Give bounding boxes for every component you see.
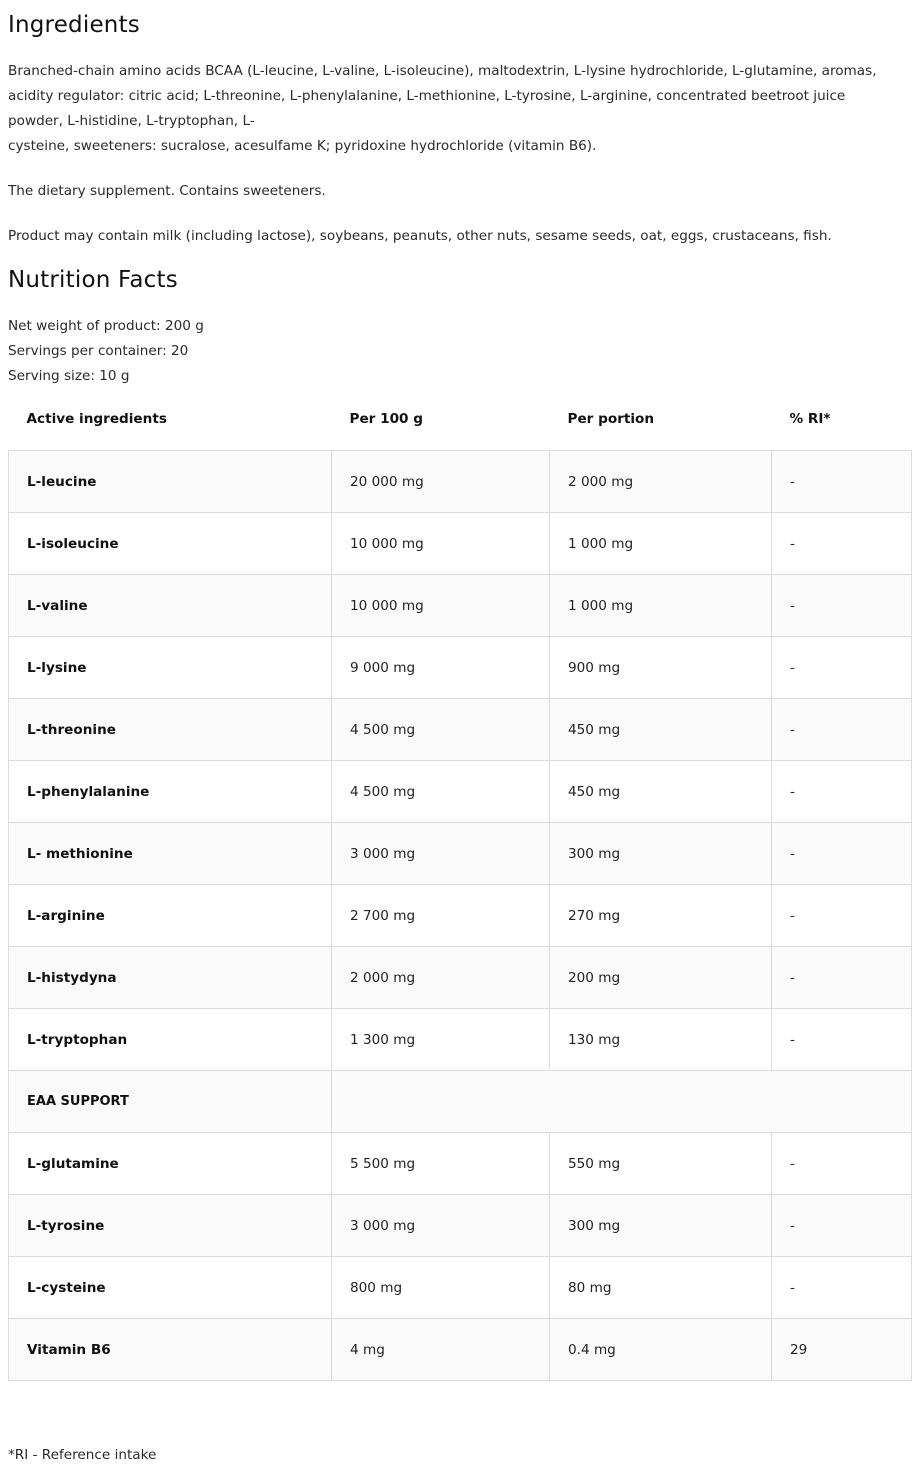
nutrition-heading: Nutrition Facts: [8, 267, 178, 293]
table-row: [9, 823, 912, 885]
table-section-row: [9, 1071, 912, 1133]
per-100g-value: 2 000 mg: [332, 947, 550, 1009]
per-100g-value: 1 300 mg: [332, 1009, 550, 1071]
per-portion-value: 200 mg: [550, 947, 772, 1009]
per-portion-value: 1 000 mg: [550, 513, 772, 575]
per-portion-value: 450 mg: [550, 699, 772, 761]
ri-value: -: [772, 451, 912, 513]
servings-per-container: Servings per container: 20: [8, 343, 189, 359]
ingredients-heading: Ingredients: [8, 12, 140, 38]
per-portion-value: 300 mg: [550, 1195, 772, 1257]
ri-footnote: *RI - Reference intake: [8, 1447, 157, 1463]
nutrition-table: [8, 388, 912, 1381]
table-row: [9, 1319, 912, 1381]
ingredient-name: L-cysteine: [9, 1257, 332, 1319]
table-header-row: [9, 388, 912, 451]
per-portion-value: 0.4 mg: [550, 1319, 772, 1381]
per-100g-value: 10 000 mg: [332, 575, 550, 637]
table-row: [9, 1257, 912, 1319]
serving-size: Serving size: 10 g: [8, 368, 130, 384]
per-100g-value: 800 mg: [332, 1257, 550, 1319]
ingredient-name: L-phenylalanine: [9, 761, 332, 823]
per-100g-value: 4 mg: [332, 1319, 550, 1381]
ingredient-name: L-arginine: [9, 885, 332, 947]
table-row: [9, 513, 912, 575]
per-100g-value: 9 000 mg: [332, 637, 550, 699]
ingredient-name: L- methionine: [9, 823, 332, 885]
dietary-note: The dietary supplement. Contains sweeteners.: [8, 183, 326, 199]
nutrition-meta: [8, 314, 204, 389]
per-portion-value: 130 mg: [550, 1009, 772, 1071]
table-row: [9, 1133, 912, 1195]
ri-value: 29: [772, 1319, 912, 1381]
ri-value: -: [772, 513, 912, 575]
ingredients-line: cysteine, sweeteners: sucralose, acesulfame K; pyridoxine hydrochloride (vitamin B6).: [8, 138, 597, 154]
net-weight: Net weight of product: 200 g: [8, 318, 204, 334]
per-100g-value: 4 500 mg: [332, 699, 550, 761]
per-100g-value: 5 500 mg: [332, 1133, 550, 1195]
ri-value: -: [772, 1133, 912, 1195]
per-100g-value: 20 000 mg: [332, 451, 550, 513]
table-row: [9, 761, 912, 823]
per-100g-value: 3 000 mg: [332, 1195, 550, 1257]
column-header: Per 100 g: [349, 411, 423, 427]
per-portion-value: 550 mg: [550, 1133, 772, 1195]
ri-value: -: [772, 1009, 912, 1071]
per-portion-value: 900 mg: [550, 637, 772, 699]
allergen-note: Product may contain milk (including lactose), soybeans, peanuts, other nuts, sesame seeds, oat, eggs, crustaceans, fish.: [8, 228, 832, 244]
ingredient-name: L-histydyna: [9, 947, 332, 1009]
per-portion-value: 270 mg: [550, 885, 772, 947]
table-row: [9, 1009, 912, 1071]
per-100g-value: 10 000 mg: [332, 513, 550, 575]
table-row: [9, 1195, 912, 1257]
ri-value: -: [772, 637, 912, 699]
column-header: Active ingredients: [26, 411, 167, 427]
ri-value: -: [772, 575, 912, 637]
table-row: [9, 947, 912, 1009]
per-portion-value: 1 000 mg: [550, 575, 772, 637]
section-label: EAA SUPPORT: [9, 1071, 332, 1133]
ingredients-line: Branched-chain amino acids BCAA (L-leucine, L-valine, L-isoleucine), maltodextrin, L-lysine hydrochloride, L-glutamine, aromas,: [8, 63, 877, 79]
ingredient-name: L-valine: [9, 575, 332, 637]
ingredients-line: acidity regulator: citric acid; L-threonine, L-phenylalanine, L-methionine, L-tyrosine, L-arginine, concentrated beetroot juice: [8, 88, 846, 104]
ingredient-name: L-tyrosine: [9, 1195, 332, 1257]
per-portion-value: 80 mg: [550, 1257, 772, 1319]
ri-value: -: [772, 1257, 912, 1319]
ri-value: -: [772, 823, 912, 885]
table-row: [9, 451, 912, 513]
table-row: [9, 885, 912, 947]
ingredient-name: Vitamin B6: [9, 1319, 332, 1381]
ri-value: -: [772, 1195, 912, 1257]
per-portion-value: 300 mg: [550, 823, 772, 885]
ri-value: -: [772, 761, 912, 823]
ingredients-text: [8, 59, 911, 159]
per-portion-value: 2 000 mg: [550, 451, 772, 513]
ingredient-name: L-lysine: [9, 637, 332, 699]
column-header: % RI*: [789, 411, 831, 427]
table-row: [9, 575, 912, 637]
table-row: [9, 699, 912, 761]
section-spacer: [332, 1071, 912, 1133]
table-row: [9, 637, 912, 699]
ri-value: -: [772, 885, 912, 947]
per-100g-value: 4 500 mg: [332, 761, 550, 823]
ingredient-name: L-glutamine: [9, 1133, 332, 1195]
column-header: Per portion: [567, 411, 655, 427]
ri-value: -: [772, 699, 912, 761]
per-100g-value: 2 700 mg: [332, 885, 550, 947]
ingredient-name: L-leucine: [9, 451, 332, 513]
per-100g-value: 3 000 mg: [332, 823, 550, 885]
per-portion-value: 450 mg: [550, 761, 772, 823]
ingredient-name: L-threonine: [9, 699, 332, 761]
ingredient-name: L-isoleucine: [9, 513, 332, 575]
ingredients-line: powder, L-histidine, L-tryptophan, L-: [8, 113, 255, 129]
ri-value: -: [772, 947, 912, 1009]
ingredient-name: L-tryptophan: [9, 1009, 332, 1071]
